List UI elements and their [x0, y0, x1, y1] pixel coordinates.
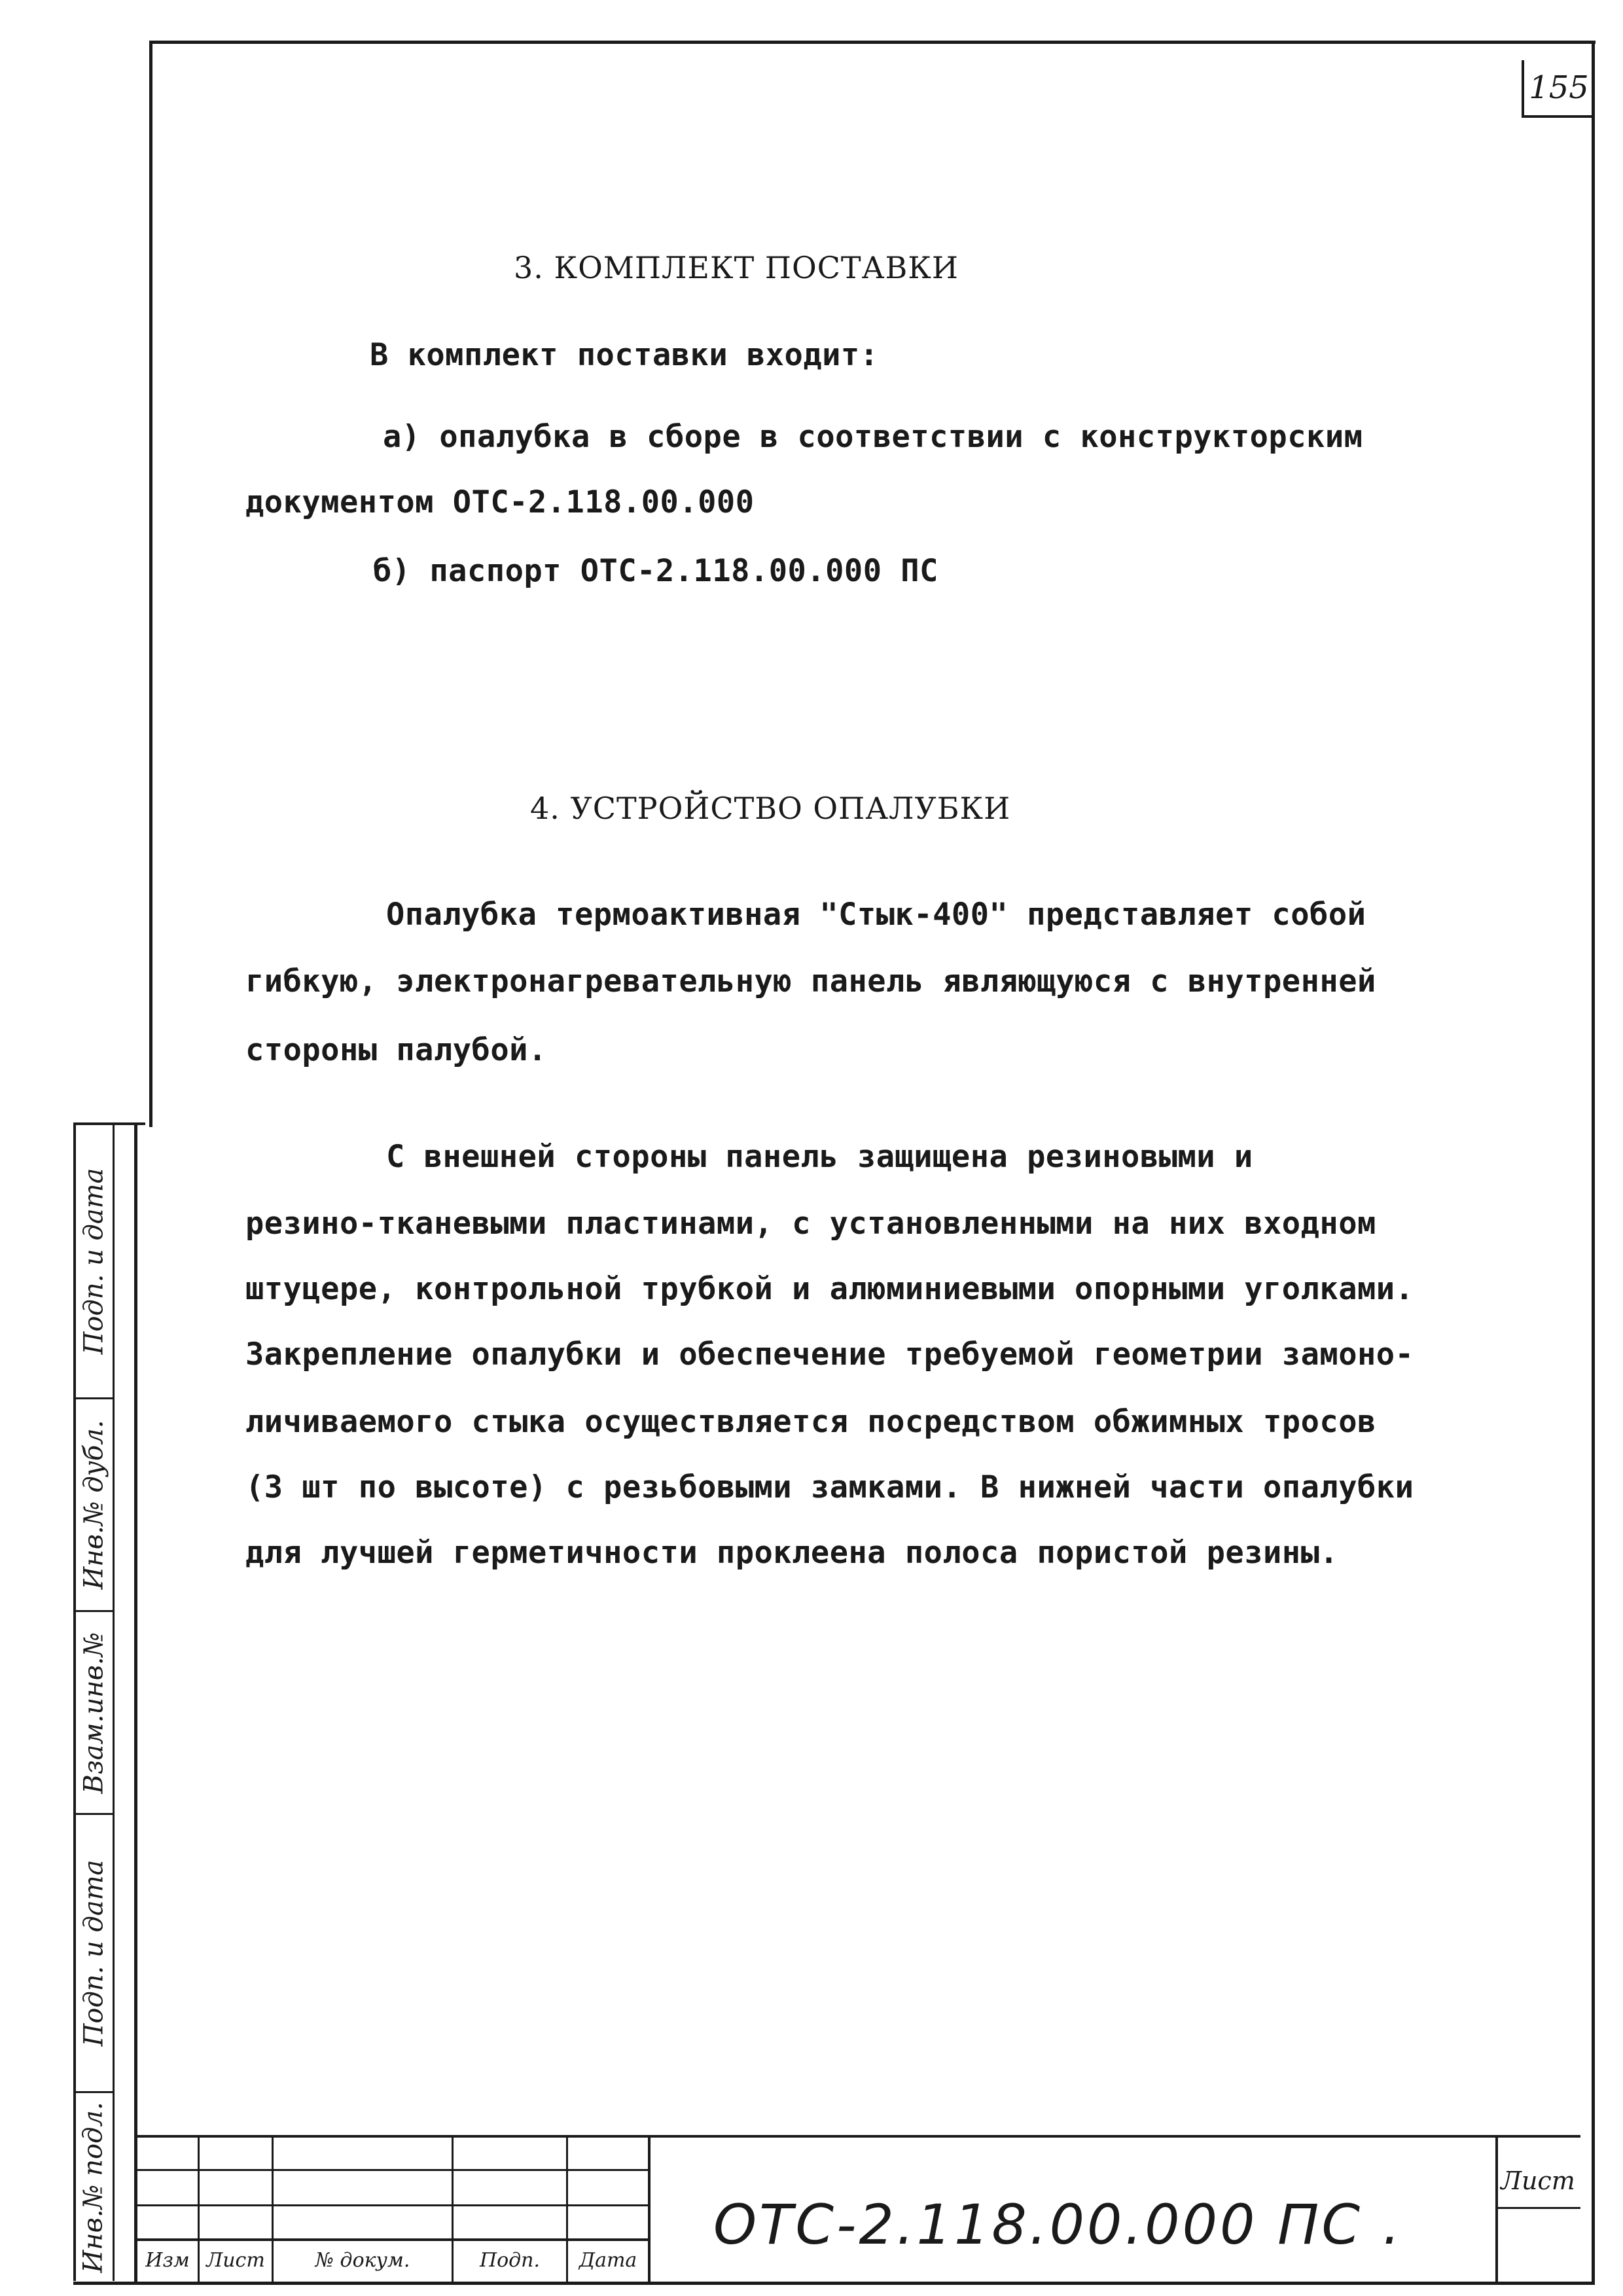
section-3-intro: В комплект поставки входит: [370, 337, 879, 373]
section-4-p2-line3: штуцере, контрольной трубкой и алюминиевыми опорными уголками. [245, 1271, 1414, 1307]
tb-col-doc: № докум. [315, 2248, 410, 2272]
title-block [137, 2135, 1580, 2284]
tb-col-list: Лист [206, 2248, 265, 2272]
tb-col-data: Дата [579, 2248, 637, 2272]
section-3-item-a-line1: а) опалубка в сборе в соответствии с конструкторским [383, 419, 1363, 455]
tb-sheet-row-line [1495, 2207, 1580, 2209]
section-4-p2-line1: С внешней стороны панель защищена резиновыми и [386, 1139, 1253, 1175]
section-3-heading: 3. КОМПЛЕКТ ПОСТАВКИ [514, 250, 959, 285]
stamp-cell-podp-data-1 [73, 1122, 114, 1397]
document-code: ОТС-2.118.00.000 ПС . [713, 2193, 1403, 2257]
tb-row-line-2 [137, 2204, 648, 2206]
section-3-item-b: б) паспорт ОТС-2.118.00.000 ПС [373, 553, 938, 589]
margin-stamp [73, 1122, 145, 2281]
section-4-p1-line2: гибкую, электронагревательную панель являющуюся с внутренней [245, 963, 1376, 999]
section-4-p2-line4: Закрепление опалубки и обеспечение требуемой геометрии замоно- [245, 1336, 1414, 1372]
section-4-p2-line5: личиваемого стыка осуществляется посредством обжимных тросов [245, 1404, 1376, 1440]
tb-top-line [137, 2135, 1580, 2138]
frame-right [1592, 41, 1595, 2284]
stamp-label-vzam-inv: Взам.инв.№ [79, 1632, 109, 1793]
section-4-p2-line7: для лучшей герметичности проклеена полоса пористой резины. [245, 1535, 1339, 1571]
frame-top [149, 41, 1596, 44]
section-4-p2-line2: резино-тканевыми пластинами, с установленными на них входном [245, 1206, 1376, 1242]
stamp-label-inv-dubl: Инв.№ дубл. [79, 1420, 109, 1590]
tb-col-line-6 [1495, 2135, 1498, 2284]
stamp-cell-inv-dubl [73, 1397, 114, 1610]
tb-col-izm: Изм [145, 2248, 190, 2272]
stamp-label-inv-podl: Инв.№ подл. [79, 2101, 109, 2273]
section-4-heading: 4. УСТРОЙСТВО ОПАЛУБКИ [530, 791, 1011, 826]
tb-col-podp: Подп. [479, 2248, 541, 2272]
tb-col-line-5 [648, 2135, 651, 2284]
section-3-item-a-line2: документом ОТС-2.118.00.000 [245, 484, 755, 520]
frame-left [149, 41, 152, 1127]
stamp-label-podp-data-1: Подп. и дата [79, 1168, 109, 1354]
stamp-label-podp-data-2: Подп. и дата [79, 1859, 109, 2047]
stamp-cell-vzam-inv [73, 1610, 114, 1813]
page-number: 155 [1522, 60, 1594, 118]
tb-row-line-1 [137, 2169, 648, 2171]
stamp-cell-inv-podl [73, 2091, 114, 2281]
sheet-label: Лист [1501, 2166, 1575, 2195]
section-4-p2-line6: (3 шт по высоте) с резьбовыми замками. В нижней части опалубки [245, 1469, 1414, 1505]
section-4-p1-line3: стороны палубой. [245, 1032, 547, 1068]
section-4-p1-line1: Опалубка термоактивная "Стык-400" представляет собой [386, 897, 1366, 933]
stamp-cell-podp-data-2 [73, 1813, 114, 2091]
